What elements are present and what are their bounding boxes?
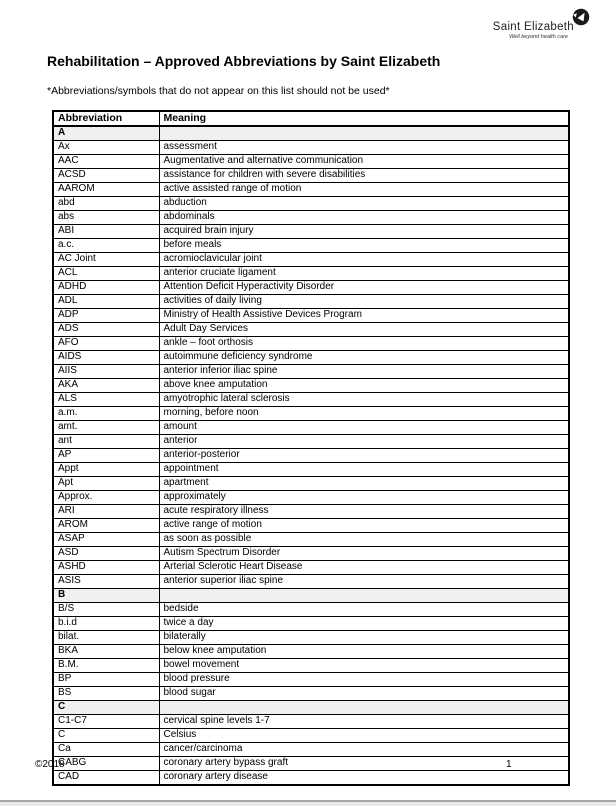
abbreviation-cell: AIIS [53, 365, 159, 379]
meaning-cell: autoimmune deficiency syndrome [159, 351, 569, 365]
abbreviation-cell: C [53, 729, 159, 743]
table-row [53, 155, 569, 169]
section-label: A [53, 126, 159, 141]
abbreviation-cell: bilat. [53, 631, 159, 645]
meaning-cell: coronary artery bypass graft [159, 757, 569, 771]
table-row [53, 449, 569, 463]
abbreviation-cell: ADP [53, 309, 159, 323]
abbreviation-cell: ARI [53, 505, 159, 519]
meaning-cell: cervical spine levels 1-7 [159, 715, 569, 729]
abbreviation-cell: AIDS [53, 351, 159, 365]
usage-note: *Abbreviations/symbols that do not appear on this list should not be used* [47, 85, 390, 97]
meaning-cell: acute respiratory illness [159, 505, 569, 519]
meaning-cell: ankle – foot orthosis [159, 337, 569, 351]
column-header-abbreviation: Abbreviation [53, 111, 159, 126]
meaning-cell: below knee amputation [159, 645, 569, 659]
page-bottom-edge [0, 800, 616, 806]
table-row [53, 253, 569, 267]
table-row [53, 323, 569, 337]
table-row [53, 715, 569, 729]
table-row [53, 463, 569, 477]
abbreviation-cell: AAC [53, 155, 159, 169]
saint-elizabeth-swirl-icon [572, 8, 590, 26]
abbreviation-cell: AAROM [53, 183, 159, 197]
abbreviation-cell: Apt [53, 477, 159, 491]
section-row [53, 589, 569, 603]
meaning-cell: anterior [159, 435, 569, 449]
abbreviation-cell: B.M. [53, 659, 159, 673]
meaning-cell: as soon as possible [159, 533, 569, 547]
table-row [53, 491, 569, 505]
abbreviation-cell: AP [53, 449, 159, 463]
meaning-cell: anterior-posterior [159, 449, 569, 463]
meaning-cell: assessment [159, 141, 569, 155]
table-row [53, 477, 569, 491]
footer-copyright: ©2018 [35, 759, 65, 770]
table-row [53, 673, 569, 687]
table-row [53, 575, 569, 589]
meaning-cell: morning, before noon [159, 407, 569, 421]
table-row [53, 547, 569, 561]
table-row [53, 743, 569, 757]
abbreviation-cell: ASAP [53, 533, 159, 547]
abbreviation-cell: ASHD [53, 561, 159, 575]
meaning-cell: anterior cruciate ligament [159, 267, 569, 281]
logo-wordmark: Saint Elizabeth [492, 21, 574, 33]
page-title: Rehabilitation – Approved Abbreviations by Saint Elizabeth [47, 53, 441, 69]
abbreviation-cell: Appt [53, 463, 159, 477]
meaning-cell: above knee amputation [159, 379, 569, 393]
logo-tagline: Well beyond health care [509, 34, 568, 40]
abbreviation-cell: a.c. [53, 239, 159, 253]
meaning-cell: active range of motion [159, 519, 569, 533]
table-row [53, 141, 569, 155]
abbreviation-cell: AROM [53, 519, 159, 533]
table-row [53, 197, 569, 211]
abbreviation-cell: ASD [53, 547, 159, 561]
meaning-cell: anterior superior iliac spine [159, 575, 569, 589]
section-empty-cell [159, 701, 569, 715]
table-row [53, 687, 569, 701]
meaning-cell: before meals [159, 239, 569, 253]
table-row [53, 183, 569, 197]
meaning-cell: anterior inferior iliac spine [159, 365, 569, 379]
table-row [53, 645, 569, 659]
table-row [53, 757, 569, 771]
abbreviation-cell: Approx. [53, 491, 159, 505]
meaning-cell: Arterial Sclerotic Heart Disease [159, 561, 569, 575]
meaning-cell: approximately [159, 491, 569, 505]
abbreviation-cell: Ax [53, 141, 159, 155]
meaning-cell: blood sugar [159, 687, 569, 701]
table-row [53, 267, 569, 281]
meaning-cell: activities of daily living [159, 295, 569, 309]
meaning-cell: Autism Spectrum Disorder [159, 547, 569, 561]
abbreviation-cell: abd [53, 197, 159, 211]
saint-elizabeth-logo [468, 8, 588, 40]
abbreviation-cell: B/S [53, 603, 159, 617]
meaning-cell: amyotrophic lateral sclerosis [159, 393, 569, 407]
meaning-cell: Augmentative and alternative communication [159, 155, 569, 169]
meaning-cell: active assisted range of motion [159, 183, 569, 197]
abbreviation-cell: Ca [53, 743, 159, 757]
table-row [53, 351, 569, 365]
table-row [53, 617, 569, 631]
table-row [53, 393, 569, 407]
section-label: C [53, 701, 159, 715]
meaning-cell: appointment [159, 463, 569, 477]
section-label: B [53, 589, 159, 603]
column-header-meaning: Meaning [159, 111, 569, 126]
table-row [53, 211, 569, 225]
abbreviation-cell: AC Joint [53, 253, 159, 267]
table-row [53, 519, 569, 533]
meaning-cell: Ministry of Health Assistive Devices Program [159, 309, 569, 323]
abbreviation-cell: ant [53, 435, 159, 449]
abbreviation-cell: b.i.d [53, 617, 159, 631]
meaning-cell: assistance for children with severe disabilities [159, 169, 569, 183]
meaning-cell: cancer/carcinoma [159, 743, 569, 757]
abbreviation-cell: ABI [53, 225, 159, 239]
section-row [53, 701, 569, 715]
abbreviation-cell: ADL [53, 295, 159, 309]
table-row [53, 505, 569, 519]
meaning-cell: bilaterally [159, 631, 569, 645]
abbreviation-table [52, 110, 570, 786]
footer-page-number: 1 [506, 759, 512, 770]
meaning-cell: Celsius [159, 729, 569, 743]
abbreviation-cell: ADS [53, 323, 159, 337]
abbreviation-cell: ALS [53, 393, 159, 407]
abbreviation-cell: ADHD [53, 281, 159, 295]
meaning-cell: bedside [159, 603, 569, 617]
section-empty-cell [159, 126, 569, 141]
table-row [53, 281, 569, 295]
abbreviation-cell: CAD [53, 771, 159, 786]
meaning-cell: acromioclavicular joint [159, 253, 569, 267]
meaning-cell: Attention Deficit Hyperactivity Disorder [159, 281, 569, 295]
table-row [53, 533, 569, 547]
meaning-cell: coronary artery disease [159, 771, 569, 786]
table-row [53, 309, 569, 323]
abbreviation-cell: BS [53, 687, 159, 701]
abbreviation-cell: ACSD [53, 169, 159, 183]
abbreviation-cell: AKA [53, 379, 159, 393]
table-header-row [53, 111, 569, 126]
table-row [53, 169, 569, 183]
abbreviation-table-body [53, 126, 569, 785]
abbreviation-cell: C1-C7 [53, 715, 159, 729]
table-row [53, 771, 569, 786]
abbreviation-cell: ASIS [53, 575, 159, 589]
table-row [53, 435, 569, 449]
table-row [53, 225, 569, 239]
table-row [53, 295, 569, 309]
meaning-cell: abduction [159, 197, 569, 211]
section-row [53, 126, 569, 141]
abbreviation-cell: a.m. [53, 407, 159, 421]
meaning-cell: twice a day [159, 617, 569, 631]
table-row [53, 729, 569, 743]
table-row [53, 659, 569, 673]
abbreviation-cell: BP [53, 673, 159, 687]
table-row [53, 603, 569, 617]
table-row [53, 379, 569, 393]
table-row [53, 421, 569, 435]
abbreviation-cell: BKA [53, 645, 159, 659]
table-row [53, 365, 569, 379]
abbreviation-cell: abs [53, 211, 159, 225]
meaning-cell: amount [159, 421, 569, 435]
meaning-cell: Adult Day Services [159, 323, 569, 337]
meaning-cell: bowel movement [159, 659, 569, 673]
meaning-cell: apartment [159, 477, 569, 491]
meaning-cell: blood pressure [159, 673, 569, 687]
abbreviation-cell: AFO [53, 337, 159, 351]
section-empty-cell [159, 589, 569, 603]
abbreviation-cell: CABG [53, 757, 159, 771]
abbreviation-cell: ACL [53, 267, 159, 281]
abbreviation-cell: amt. [53, 421, 159, 435]
meaning-cell: abdominals [159, 211, 569, 225]
table-row [53, 631, 569, 645]
table-row [53, 407, 569, 421]
table-row [53, 337, 569, 351]
table-row [53, 239, 569, 253]
meaning-cell: acquired brain injury [159, 225, 569, 239]
table-row [53, 561, 569, 575]
